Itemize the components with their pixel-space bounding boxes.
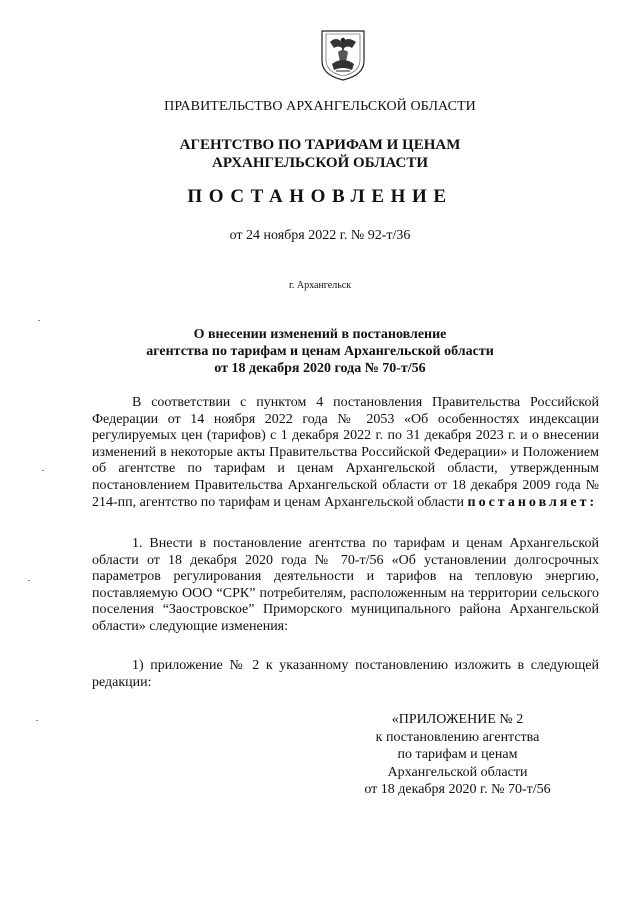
subject-line1: О внесении изменений в постановление — [193, 327, 447, 342]
scan-speck — [28, 580, 30, 581]
item-1-1-paragraph: 1) приложение № 2 к указанному постановлению изложить в следующей редакции: — [92, 658, 599, 690]
document-date-number: от 24 ноября 2022 г. № 92-т/36 — [229, 228, 411, 243]
preamble-text: В соответствии с пунктом 4 постановления Правительства Российской Федерации от 14 ноября 2022 года № 2053 «Об особенностях индексации регулируемых цен (тарифов) с 1 декабря 2022 г. по 31 декабря 2023 г. и о внесении изменений в некоторые акты Правительства Российской Федерации» и Положением об агентстве по тарифам и ценам Архангельской области, утвержденным постановлением Правительства Архангельской области от 18 декабря 2009 года № 214-пп, агентство по тарифам и ценам Архангельской области — [92, 395, 599, 510]
appendix-line2: к постановлению агентства — [375, 729, 540, 745]
preamble-paragraph — [92, 395, 599, 511]
scan-speck — [36, 720, 38, 721]
arkhangelsk-coat-of-arms-icon — [318, 28, 368, 82]
appendix-line4: Архангельской области — [387, 764, 528, 780]
resolves-word: постановляет: — [467, 494, 598, 510]
document-city: г. Архангельск — [288, 280, 352, 291]
appendix-line3: по тарифам и ценам — [397, 747, 518, 762]
document-subject — [0, 326, 640, 377]
subject-line2: агентства по тарифам и ценам Архангельской области — [146, 344, 494, 359]
item-1-paragraph: 1. Внести в постановление агентства по тарифам и ценам Архангельской области от 18 декабря 2020 года № 70-т/56 «Об установлении долгосрочных параметров регулирования деятельности и тарифов на тепловую энергию, поставляемую ООО “СРК” потребителям, расположенным на территории сельского поселения “Заостровское” Приморского муниципального района Архангельской области» следующие изменения: — [92, 536, 599, 634]
subject-line3: от 18 декабря 2020 года № 70-т/56 — [214, 361, 426, 376]
scan-speck — [42, 470, 44, 471]
appendix-line1: «ПРИЛОЖЕНИЕ № 2 — [391, 712, 524, 727]
appendix-line5: от 18 декабря 2020 г. № 70-т/56 — [364, 782, 551, 797]
appendix-header — [345, 711, 570, 799]
agency-name-line2: АРХАНГЕЛЬСКОЙ ОБЛАСТИ — [212, 155, 428, 171]
agency-name — [0, 136, 640, 172]
government-name: ПРАВИТЕЛЬСТВО АРХАНГЕЛЬСКОЙ ОБЛАСТИ — [164, 99, 476, 114]
document-type-title: ПОСТАНОВЛЕНИЕ — [187, 186, 453, 207]
scan-speck — [38, 320, 40, 321]
agency-name-line1: АГЕНТСТВО ПО ТАРИФАМ И ЦЕНАМ — [179, 137, 461, 153]
